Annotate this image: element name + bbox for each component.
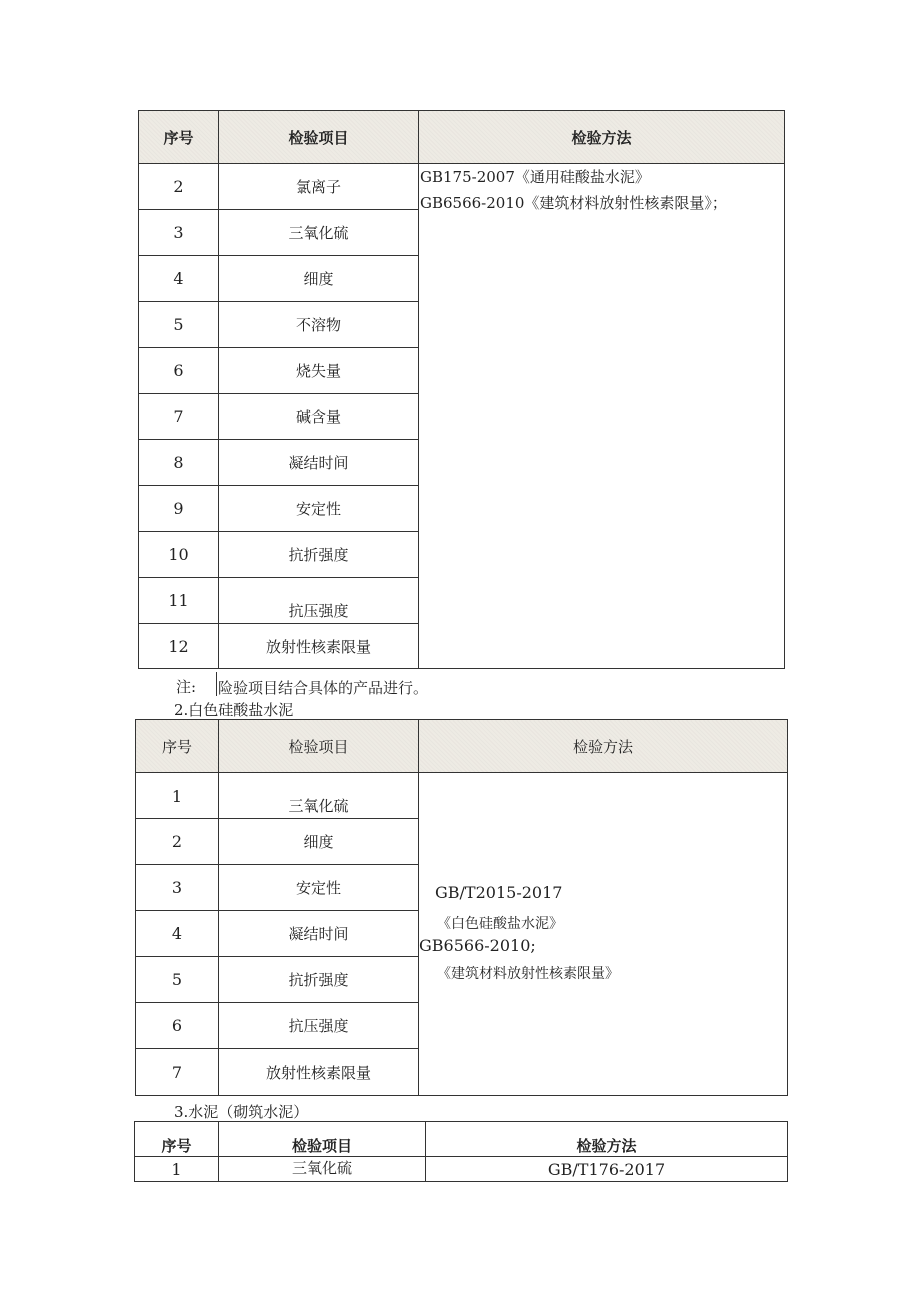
note-text: 险验项目结合具体的产品进行。 bbox=[218, 679, 429, 697]
row-serial: 2 bbox=[136, 819, 219, 865]
table-row bbox=[136, 773, 788, 819]
row-item: 碱含量 bbox=[219, 394, 419, 440]
row-item: 不溶物 bbox=[219, 302, 419, 348]
header-serial: 序号 bbox=[136, 720, 219, 773]
method-line-1: GB175-2007《通用硅酸盐水泥》 bbox=[420, 168, 650, 186]
table-row bbox=[135, 1157, 788, 1182]
row-serial: 1 bbox=[135, 1157, 219, 1182]
row-item: 抗压强度 bbox=[219, 1003, 419, 1049]
header-item: 检验项目 bbox=[219, 1122, 426, 1157]
row-item: 三氧化硫 bbox=[219, 210, 419, 256]
header-method: 检验方法 bbox=[426, 1122, 788, 1157]
row-item: 氯离子 bbox=[219, 164, 419, 210]
row-item: 三氧化硫 bbox=[219, 773, 419, 819]
row-serial: 8 bbox=[139, 440, 219, 486]
row-serial: 4 bbox=[136, 911, 219, 957]
header-serial: 序号 bbox=[139, 111, 219, 164]
row-item: 抗折强度 bbox=[219, 957, 419, 1003]
row-serial: 10 bbox=[139, 532, 219, 578]
row-item: 安定性 bbox=[219, 865, 419, 911]
table-3 bbox=[134, 1121, 788, 1182]
table-header-row bbox=[135, 1122, 788, 1157]
table-header-row bbox=[136, 720, 788, 773]
row-item: 凝结时间 bbox=[219, 440, 419, 486]
row-serial: 6 bbox=[136, 1003, 219, 1049]
row-item: 放射性核素限量 bbox=[219, 624, 419, 669]
table-row bbox=[139, 164, 785, 210]
row-serial: 3 bbox=[139, 210, 219, 256]
row-serial: 5 bbox=[139, 302, 219, 348]
section-2-title: 2.白色硅酸盐水泥 bbox=[174, 701, 294, 719]
method-line-2: 《白色硅酸盐水泥》 bbox=[437, 916, 563, 932]
header-method: 检验方法 bbox=[419, 720, 788, 773]
note-divider bbox=[216, 672, 217, 696]
row-item: 细度 bbox=[219, 256, 419, 302]
table-header-row bbox=[139, 111, 785, 164]
row-serial: 7 bbox=[139, 394, 219, 440]
row-item: 烧失量 bbox=[219, 348, 419, 394]
row-item: 抗折强度 bbox=[219, 532, 419, 578]
row-serial: 11 bbox=[139, 578, 219, 624]
row-item: 凝结时间 bbox=[219, 911, 419, 957]
row-serial: 7 bbox=[136, 1049, 219, 1096]
row-item: 细度 bbox=[219, 819, 419, 865]
method-line-2: GB6566-2010《建筑材料放射性核素限量》； bbox=[420, 194, 727, 212]
row-serial: 6 bbox=[139, 348, 219, 394]
row-serial: 12 bbox=[139, 624, 219, 669]
row-item: 放射性核素限量 bbox=[219, 1049, 419, 1096]
method-line-3: GB6566-2010; bbox=[419, 936, 536, 955]
section-3-title: 3.水泥（砌筑水泥） bbox=[174, 1103, 309, 1121]
row-item: 安定性 bbox=[219, 486, 419, 532]
table-2 bbox=[135, 719, 788, 1096]
table-1 bbox=[138, 110, 785, 669]
note-label: 注: bbox=[176, 678, 197, 696]
row-serial: 9 bbox=[139, 486, 219, 532]
method-line-1: GB/T2015-2017 bbox=[435, 883, 563, 902]
method-cell bbox=[419, 164, 785, 669]
row-serial: 3 bbox=[136, 865, 219, 911]
row-item: 抗压强度 bbox=[219, 578, 419, 624]
method-line-4: 《建筑材料放射性核素限量》 bbox=[437, 966, 619, 982]
row-item: 三氧化硫 bbox=[219, 1157, 426, 1182]
row-serial: 1 bbox=[136, 773, 219, 819]
row-serial: 2 bbox=[139, 164, 219, 210]
method-cell bbox=[419, 773, 788, 1096]
row-serial: 4 bbox=[139, 256, 219, 302]
header-serial: 序号 bbox=[135, 1122, 219, 1157]
header-method: 检验方法 bbox=[419, 111, 785, 164]
row-method: GB/T176-2017 bbox=[426, 1157, 788, 1182]
header-item: 检验项目 bbox=[219, 111, 419, 164]
row-serial: 5 bbox=[136, 957, 219, 1003]
header-item: 检验项目 bbox=[219, 720, 419, 773]
